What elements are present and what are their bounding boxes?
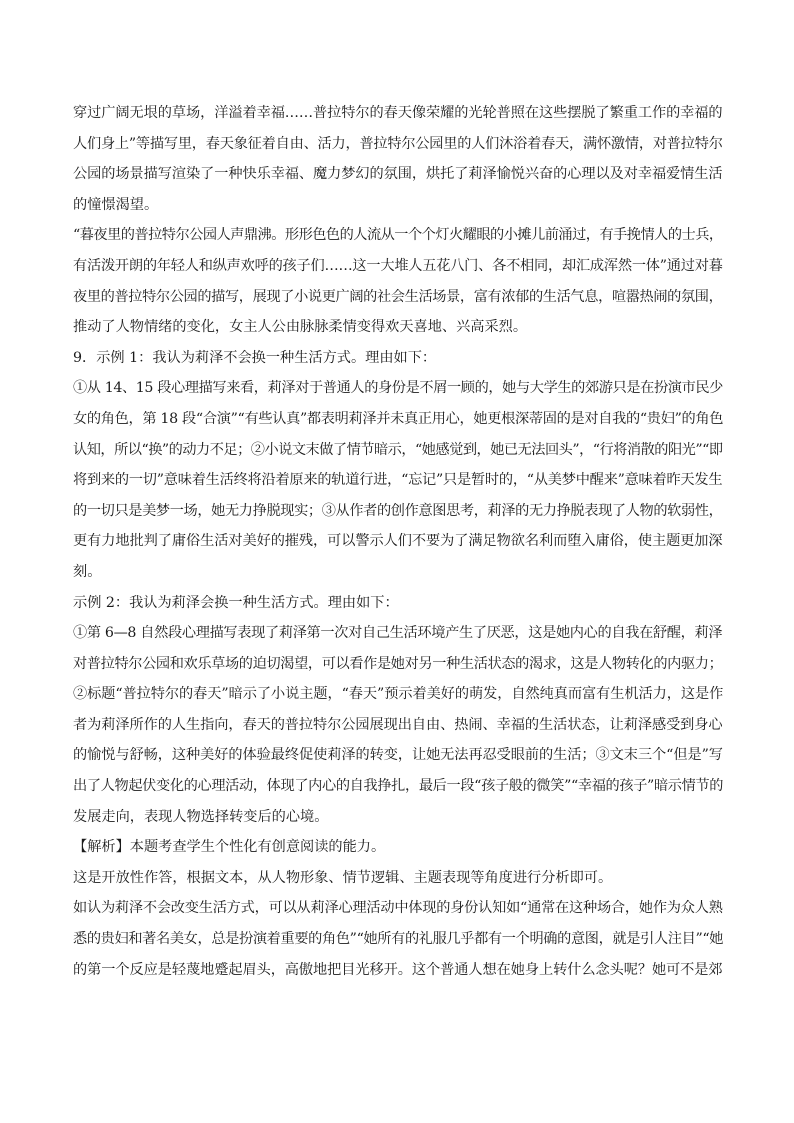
text-line: 认知，所以“换”的动力不足；②小说文末做了情节暗示，“她感觉到，她已无法回头”，“行将消散的阳光”“即 [73,441,723,458]
text-line: 女的角色，第 18 段“合演”“有些认真”都表明莉泽并未真正用心，她更根深蒂固的是对自我的“贵妇”的角色 [73,410,723,427]
text-line: 出了人物起伏变化的心理活动，体现了内心的自我挣扎，最后一段“孩子般的微笑”“幸福的孩子”暗示情节的 [73,778,723,795]
text-line: 刻。 [73,563,102,580]
text-line: 更有力地批判了庸俗生活对美好的摧残，可以警示人们不要为了满足物欲名利而堕入庸俗，使主题更加深 [73,533,723,550]
text-line: 如认为莉泽不会改变生活方式，可以从莉泽心理活动中体现的身份认知如“通常在这种场合，她作为众人熟 [73,900,723,917]
text-line: ②标题“普拉特尔的春天”暗示了小说主题，“春天”预示着美好的萌发，自然纯真而富有生机活力，这是作 [73,686,723,703]
text-line: 有活泼开朗的年轻人和纵声欢呼的孩子们……这一大堆人五花八门、各不相同，却汇成浑然一体”通过对暮 [73,257,723,274]
text-line: 的憧憬渴望。 [73,196,159,213]
text-line: 的第一个反应是轻蔑地蹙起眉头，高傲地把目光移开。这个普通人想在她身上转什么念头呢？她可不是郊 [73,961,723,978]
text-line: 公园的场景描写渲染了一种快乐幸福、魔力梦幻的氛围，烘托了莉泽愉悦兴奋的心理以及对幸福爱情生活 [73,166,723,183]
document-body [73,98,723,985]
text-line: 的一切只是美梦一场，她无力挣脱现实；③从作者的创作意图思考，莉泽的无力挣脱表现了人物的软弱性， [73,502,723,519]
text-line: 这是开放性作答，根据文本，从人物形象、情节逻辑、主题表现等角度进行分析即可。 [73,869,613,886]
text-line: 的愉悦与舒畅，这种美好的体验最终促使莉泽的转变，让她无法再忍受眼前的生活；③文末三个“但是”写 [73,747,723,764]
answer-heading: 9．示例 1：我认为莉泽不会换一种生活方式。理由如下： [73,349,437,366]
analysis-heading: 【解析】本题考查学生个性化有创意阅读的能力。 [73,839,386,856]
text-line: ①第 6—8 自然段心理描写表现了莉泽第一次对自己生活环境产生了厌恶，这是她内心的自我在舒醒，莉泽 [73,625,723,642]
example-heading: 示例 2：我认为莉泽会换一种生活方式。理由如下： [73,594,399,611]
text-line: 对普拉特尔公园和欢乐草场的迫切渴望，可以看作是她对另一种生活状态的渴求，这是人物转化的内驱力； [73,655,723,672]
text-line: 发展走向，表现人物选择转变后的心境。 [73,808,329,825]
text-line: 夜里的普拉特尔公园的描写，展现了小说更广阔的社会生活场景，富有浓郁的生活气息，喧嚣热闹的氛围， [73,288,723,305]
text-line: 人们身上”等描写里，春天象征着自由、活力，普拉特尔公园里的人们沐浴着春天，满怀激情，对普拉特尔 [73,135,723,152]
text-line: 悉的贵妇和著名美女，总是扮演着重要的角色”“她所有的礼服几乎都有一个明确的意图，就是引人注目”“她 [73,931,723,948]
text-line: “暮夜里的普拉特尔公园人声鼎沸。形形色色的人流从一个个灯火耀眼的小摊儿前涌过，有手挽情人的士兵， [73,227,723,244]
text-line: 推动了人物情绪的变化，女主人公由脉脉柔情变得欢天喜地、兴高采烈。 [73,319,528,336]
text-line: ①从 14、15 段心理描写来看，莉泽对于普通人的身份是不屑一顾的，她与大学生的郊游只是在扮演市民少 [73,380,723,397]
text-line: 将到来的一切”意味着生活终将沿着原来的轨道行进，“忘记”只是暂时的，“从美梦中醒来”意味着昨天发生 [73,472,723,489]
text-line: 者为莉泽所作的人生指向，春天的普拉特尔公园展现出自由、热闹、幸福的生活状态，让莉泽感受到身心 [73,716,723,733]
text-line: 穿过广阔无垠的草场，洋溢着幸福……普拉特尔的春天像荣耀的光轮普照在这些摆脱了繁重工作的幸福的 [73,105,723,121]
